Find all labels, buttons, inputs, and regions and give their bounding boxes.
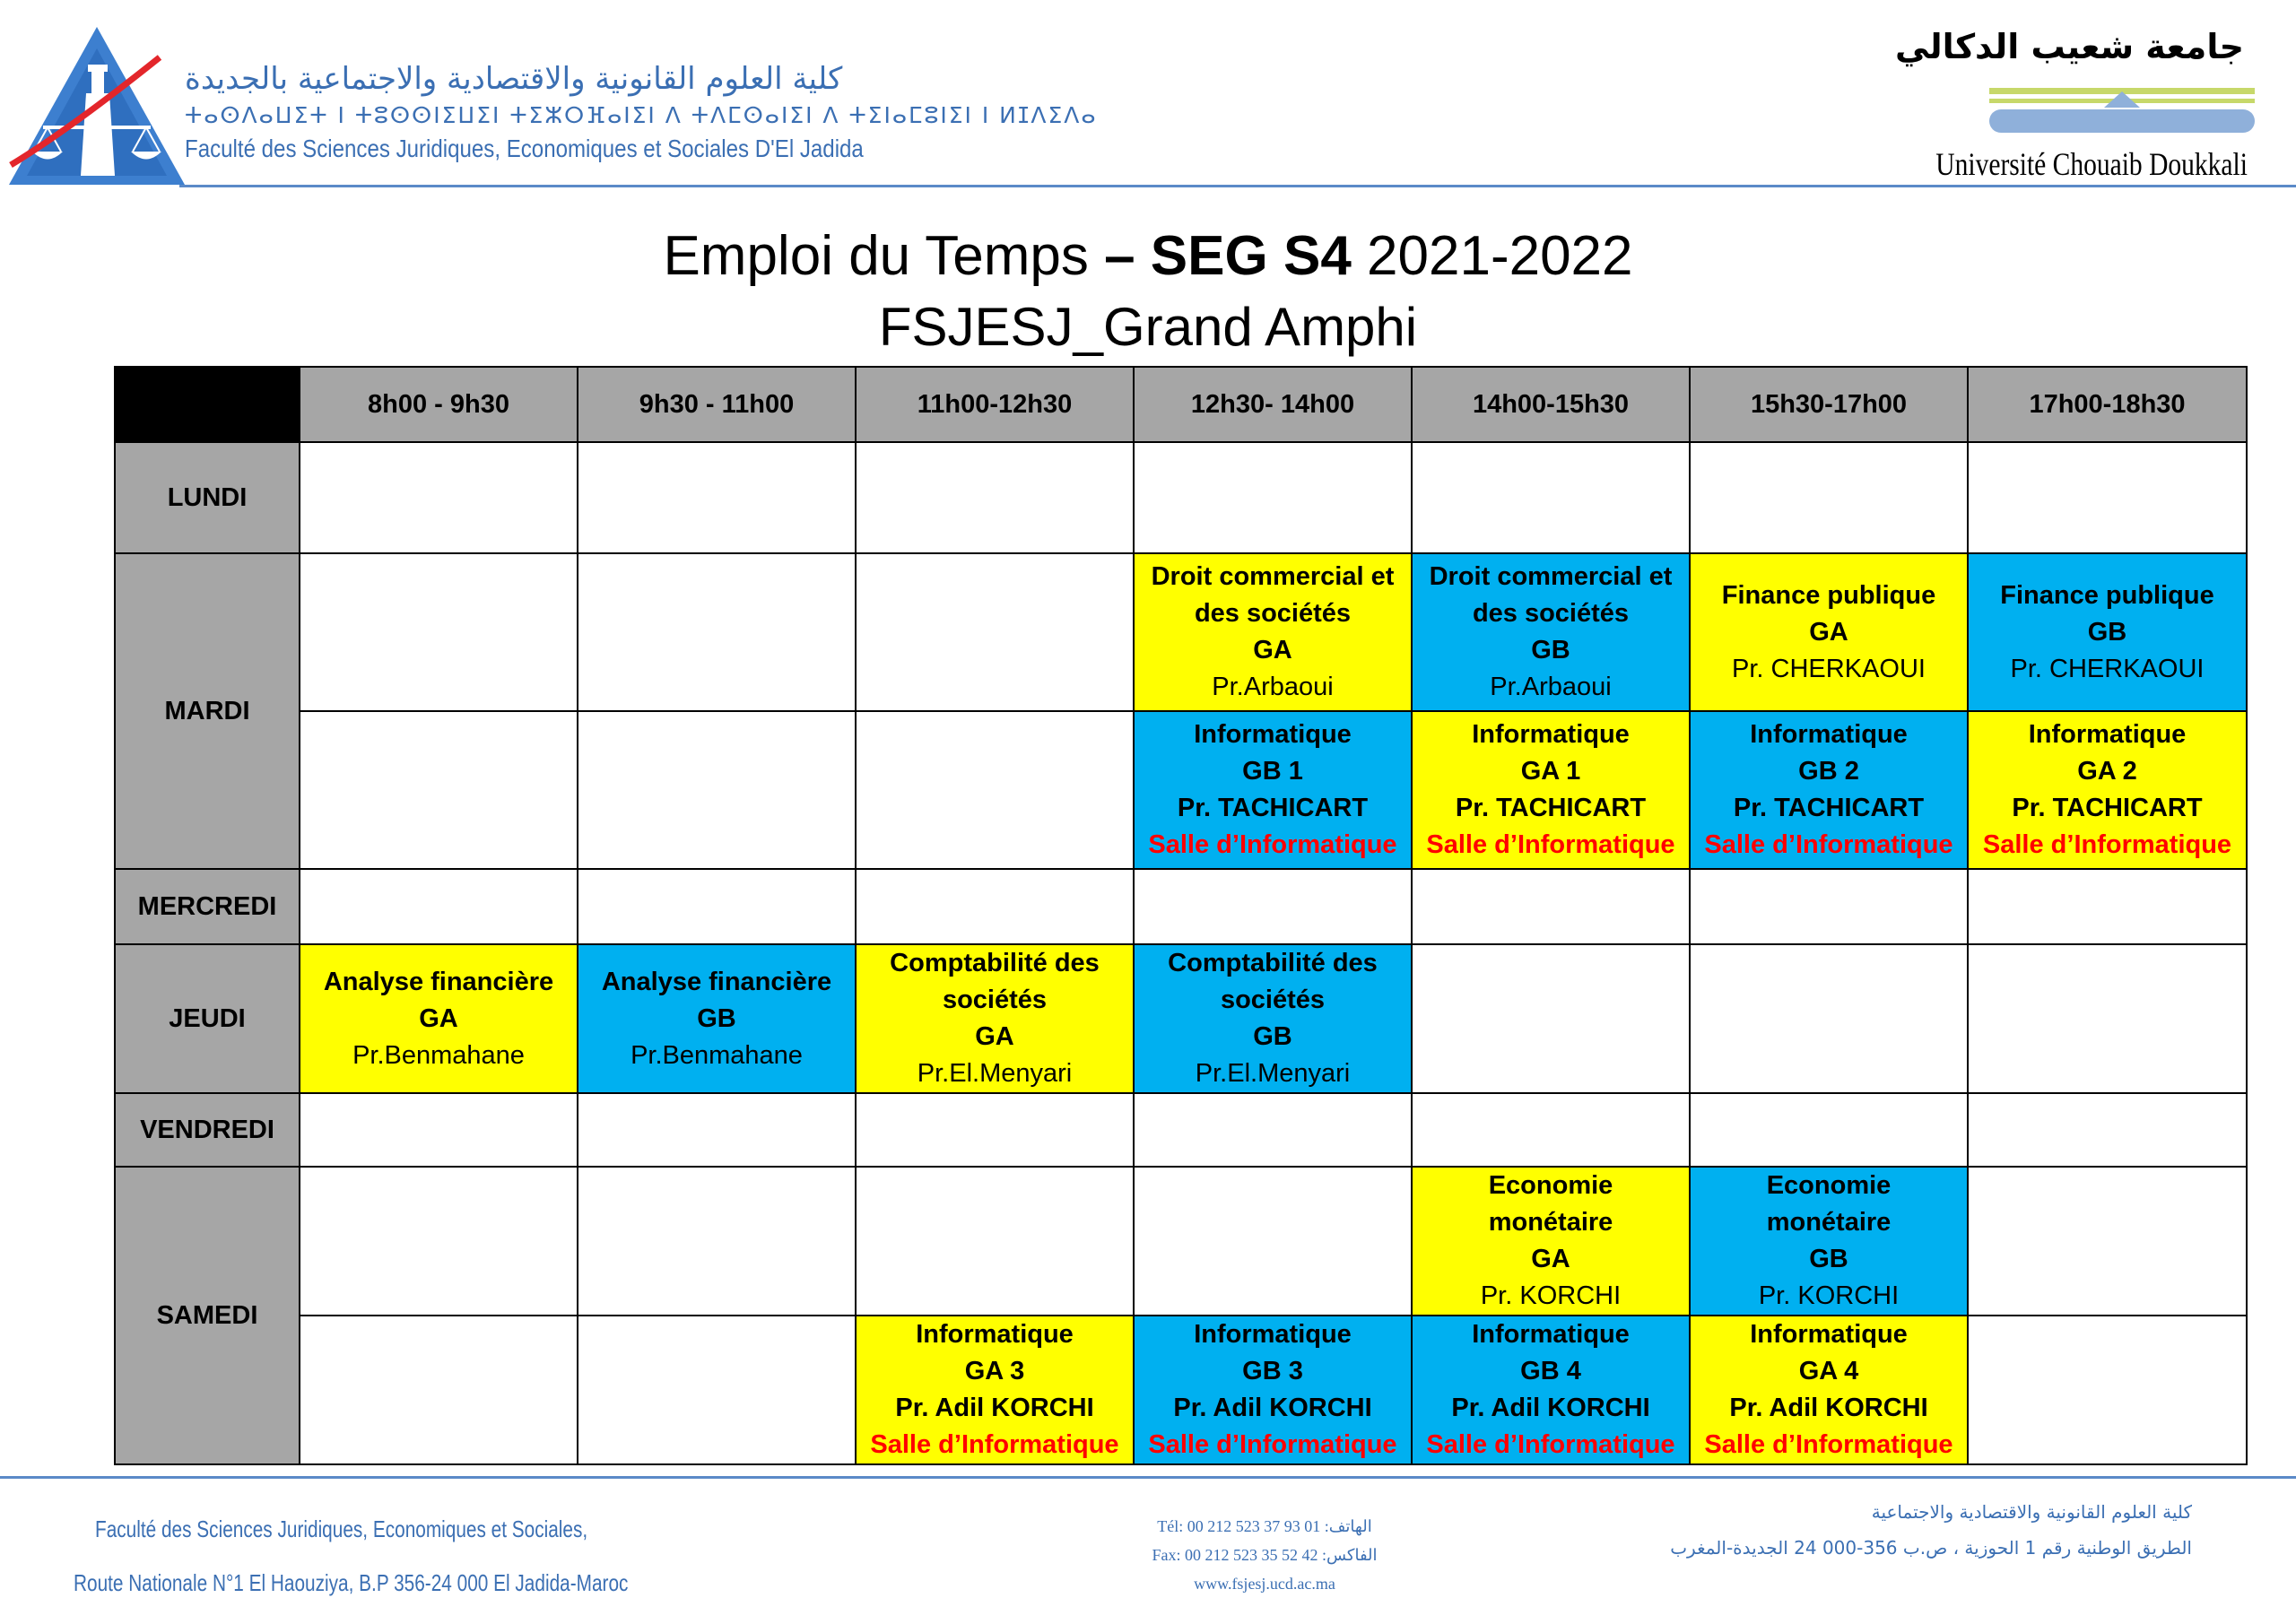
course-name: Economie [1766, 1171, 1892, 1200]
session-cell [1134, 944, 1412, 1093]
course-name: Finance publique [1721, 580, 1936, 610]
footer-address-ar [1670, 1494, 2192, 1566]
empty-cell [1690, 869, 1968, 944]
page-title [0, 224, 2296, 288]
course-name: des sociétés [1194, 599, 1352, 628]
empty-cell [300, 553, 578, 711]
footer-address-fr-line1: Faculté des Sciences Juridiques, Economiques et Sociales, [95, 1515, 588, 1542]
group-label: GB 3 [1242, 1357, 1303, 1385]
empty-cell [300, 442, 578, 553]
group-label: GA 2 [2077, 757, 2137, 786]
group-label: GA 1 [1520, 757, 1581, 786]
professor-name: Pr. Adil KORCHI [1173, 1394, 1372, 1422]
group-label: GA [1809, 617, 1848, 647]
professor-name: Pr. KORCHI [1480, 1281, 1622, 1310]
session-cell [1134, 1316, 1412, 1464]
group-label: GB 2 [1798, 757, 1859, 786]
room-label: Salle d’Informatique [870, 1430, 1119, 1459]
course-name: sociétés [942, 986, 1048, 1014]
header-row [115, 367, 2247, 442]
professor-name: Pr. TACHICART [2012, 794, 2203, 822]
day-label: JEUDI [115, 944, 300, 1093]
timetable [114, 366, 2248, 1465]
empty-cell [300, 711, 578, 869]
empty-cell [856, 553, 1134, 711]
day-row-mardi-2 [115, 711, 2247, 869]
room-label: Salle d’Informatique [1148, 830, 1397, 859]
university-name-arabic: جامعة شعيب الدكالي [1894, 27, 2244, 66]
time-slot-header: 12h30- 14h00 [1134, 367, 1412, 442]
course-name: Informatique [1194, 1320, 1352, 1349]
faculty-name-arabic: كلية العلوم القانونية والاقتصادية والاجتماعية بالجديدة [185, 61, 843, 97]
professor-name: Pr. TACHICART [1733, 794, 1925, 822]
empty-cell [300, 1167, 578, 1316]
room-label: Salle d’Informatique [1704, 830, 1953, 859]
empty-cell [1968, 1167, 2247, 1316]
group-label: GB [697, 1003, 736, 1033]
session-cell [1412, 1316, 1690, 1464]
footer-fax: Fax: 00 212 523 35 52 42 :الفاكس [1152, 1546, 1378, 1564]
footer-contact [1040, 1512, 1489, 1598]
empty-cell [1968, 944, 2247, 1093]
day-label: LUNDI [115, 442, 300, 553]
empty-cell [1412, 442, 1690, 553]
day-row-samedi-2 [115, 1316, 2247, 1464]
professor-name: Pr.Arbaoui [1490, 673, 1612, 701]
professor-name: Pr. TACHICART [1177, 794, 1369, 822]
course-name: Comptabilité des [890, 949, 1100, 977]
university-header [1894, 27, 2260, 188]
course-name: Finance publique [2000, 580, 2214, 610]
session-cell [1690, 1316, 1968, 1464]
day-label: VENDREDI [115, 1093, 300, 1167]
day-row-vendredi [115, 1093, 2247, 1167]
time-slot-header: 9h30 - 11h00 [578, 367, 856, 442]
empty-cell [1968, 1316, 2247, 1464]
faculty-header [7, 22, 1098, 192]
professor-name: Pr. Adil KORCHI [1451, 1394, 1650, 1422]
footer-website-link[interactable]: www.fsjesj.ucd.ac.ma [1194, 1575, 1335, 1593]
footer-address-fr-line2: Route Nationale N°1 El Haouziya, B.P 356-24 000 El Jadida-Maroc [74, 1569, 629, 1596]
session-cell [1690, 553, 1968, 711]
empty-cell [1134, 869, 1412, 944]
session-cell [1412, 553, 1690, 711]
day-row-jeudi [115, 944, 2247, 1093]
course-name: Informatique [1472, 720, 1630, 749]
empty-cell [578, 553, 856, 711]
session-cell [1690, 1167, 1968, 1316]
course-name: Informatique [1194, 720, 1352, 749]
course-name: Informatique [2028, 720, 2187, 749]
professor-name: Pr. CHERKAOUI [1732, 654, 1926, 683]
empty-cell [856, 442, 1134, 553]
professor-name: Pr.El.Menyari [1195, 1059, 1351, 1088]
group-label: GB [1531, 636, 1570, 664]
empty-cell [1968, 1093, 2247, 1167]
day-row-samedi [115, 1167, 2247, 1316]
group-label: GA 4 [1798, 1357, 1859, 1385]
title-text-1: Emploi du Temps [663, 225, 1105, 287]
day-row-mardi [115, 553, 2247, 711]
header-divider [179, 185, 2296, 187]
empty-cell [1134, 1093, 1412, 1167]
empty-cell [856, 1167, 1134, 1316]
professor-name: Pr.Benmahane [352, 1040, 525, 1070]
course-name: Informatique [916, 1320, 1074, 1349]
empty-cell [300, 1316, 578, 1464]
empty-cell [578, 1167, 856, 1316]
professor-name: Pr. Adil KORCHI [1729, 1394, 1928, 1422]
empty-cell [1690, 944, 1968, 1093]
session-cell [578, 944, 856, 1093]
time-slot-header: 17h00-18h30 [1968, 367, 2247, 442]
group-label: GB 4 [1520, 1357, 1581, 1385]
empty-cell [578, 1093, 856, 1167]
group-label: GA [419, 1003, 458, 1033]
course-name: Informatique [1750, 720, 1908, 749]
title-program: – SEG S4 [1104, 225, 1352, 287]
empty-cell [1412, 1093, 1690, 1167]
session-cell [1690, 711, 1968, 869]
footer-address-ar-line2: الطريق الوطنية رقم 1 الحوزية ، ص.ب 356-000 24 الجديدة-المغرب [1670, 1537, 2192, 1559]
session-cell [1412, 1167, 1690, 1316]
day-row-mercredi [115, 869, 2247, 944]
room-label: Salle d’Informatique [1148, 1430, 1397, 1459]
group-label: GB [1253, 1022, 1292, 1051]
course-name: Analyse financière [601, 967, 832, 996]
page-subtitle: FSJESJ_Grand Amphi [878, 297, 1418, 357]
empty-cell [856, 869, 1134, 944]
session-cell [1412, 711, 1690, 869]
day-label: MERCREDI [115, 869, 300, 944]
course-name: Economie [1488, 1171, 1613, 1200]
course-name: sociétés [1220, 986, 1326, 1014]
room-label: Salle d’Informatique [1426, 1430, 1675, 1459]
faculty-logo [7, 22, 191, 188]
group-label: GB 1 [1242, 757, 1303, 786]
empty-cell [1134, 442, 1412, 553]
empty-cell [856, 1093, 1134, 1167]
professor-name: Pr. CHERKAOUI [2010, 654, 2205, 683]
professor-name: Pr. TACHICART [1455, 794, 1647, 822]
course-name: Comptabilité des [1168, 949, 1378, 977]
faculty-name-french: Faculté des Sciences Juridiques, Economiques et Sociales D'El Jadida [185, 135, 864, 162]
session-cell [856, 944, 1134, 1093]
university-name-french: Université Chouaib Doukkali [1935, 146, 2248, 182]
empty-cell [300, 1093, 578, 1167]
faculty-name-tifinagh: ⵜⴰⵙⴷⴰⵡⵉⵜ ⵏ ⵜⵓⵙⵙⵏⵉⵡⵉⵏ ⵜⵉⵣⵔⴼⴰⵏⵉⵏ ⴷ ⵜⴷⵎⵙⴰⵏⵉⵏ ⴷ ⵜⵉⵏⴰⵎⵓⵏⵉⵏ ⵏ ⵍⵊⴷⵉⴷⴰ [185, 102, 1098, 128]
footer-phone: Tél: 00 212 523 37 93 01 :الهاتف [1157, 1517, 1372, 1535]
course-name: Droit commercial et [1151, 562, 1395, 591]
empty-cell [578, 1316, 856, 1464]
room-label: Salle d’Informatique [1704, 1430, 1953, 1459]
session-cell [1968, 553, 2247, 711]
professor-name: Pr.Arbaoui [1212, 673, 1334, 701]
time-slot-header: 14h00-15h30 [1412, 367, 1690, 442]
professor-name: Pr.Benmahane [631, 1040, 803, 1070]
course-name: Informatique [1472, 1320, 1630, 1349]
session-cell [1134, 711, 1412, 869]
room-label: Salle d’Informatique [1982, 830, 2232, 859]
group-label: GA 3 [964, 1357, 1025, 1385]
empty-cell [578, 442, 856, 553]
corner-cell [115, 367, 300, 442]
empty-cell [300, 869, 578, 944]
title-year: 2021-2022 [1351, 225, 1633, 287]
empty-cell [1690, 1093, 1968, 1167]
empty-cell [578, 869, 856, 944]
session-cell [856, 1316, 1134, 1464]
group-label: GA [1253, 636, 1292, 664]
empty-cell [1968, 869, 2247, 944]
time-slot-header: 11h00-12h30 [856, 367, 1134, 442]
footer-address-ar-line1: كلية العلوم القانونية والاقتصادية والاجتماعية [1871, 1501, 2192, 1523]
group-label: GA [975, 1022, 1014, 1051]
footer-divider [0, 1476, 2296, 1479]
session-cell [1968, 711, 2247, 869]
session-cell [1134, 553, 1412, 711]
course-name: Informatique [1750, 1320, 1908, 1349]
group-label: GB [2087, 617, 2127, 647]
day-row-lundi [115, 442, 2247, 553]
course-name: des sociétés [1472, 599, 1630, 628]
time-slot-header: 8h00 - 9h30 [300, 367, 578, 442]
empty-cell [856, 711, 1134, 869]
empty-cell [1412, 944, 1690, 1093]
course-name: monétaire [1488, 1208, 1613, 1237]
empty-cell [1134, 1167, 1412, 1316]
course-name: Droit commercial et [1429, 562, 1673, 591]
professor-name: Pr. Adil KORCHI [895, 1394, 1094, 1422]
empty-cell [1690, 442, 1968, 553]
course-name: monétaire [1766, 1208, 1892, 1237]
group-label: GB [1809, 1245, 1848, 1273]
session-cell [300, 944, 578, 1093]
empty-cell [578, 711, 856, 869]
empty-cell [1968, 442, 2247, 553]
day-label: SAMEDI [115, 1167, 300, 1464]
professor-name: Pr. KORCHI [1758, 1281, 1900, 1310]
course-name: Analyse financière [323, 967, 554, 996]
room-label: Salle d’Informatique [1426, 830, 1675, 859]
empty-cell [1412, 869, 1690, 944]
day-label: MARDI [115, 553, 300, 869]
professor-name: Pr.El.Menyari [917, 1059, 1073, 1088]
group-label: GA [1531, 1245, 1570, 1273]
time-slot-header: 15h30-17h00 [1690, 367, 1968, 442]
